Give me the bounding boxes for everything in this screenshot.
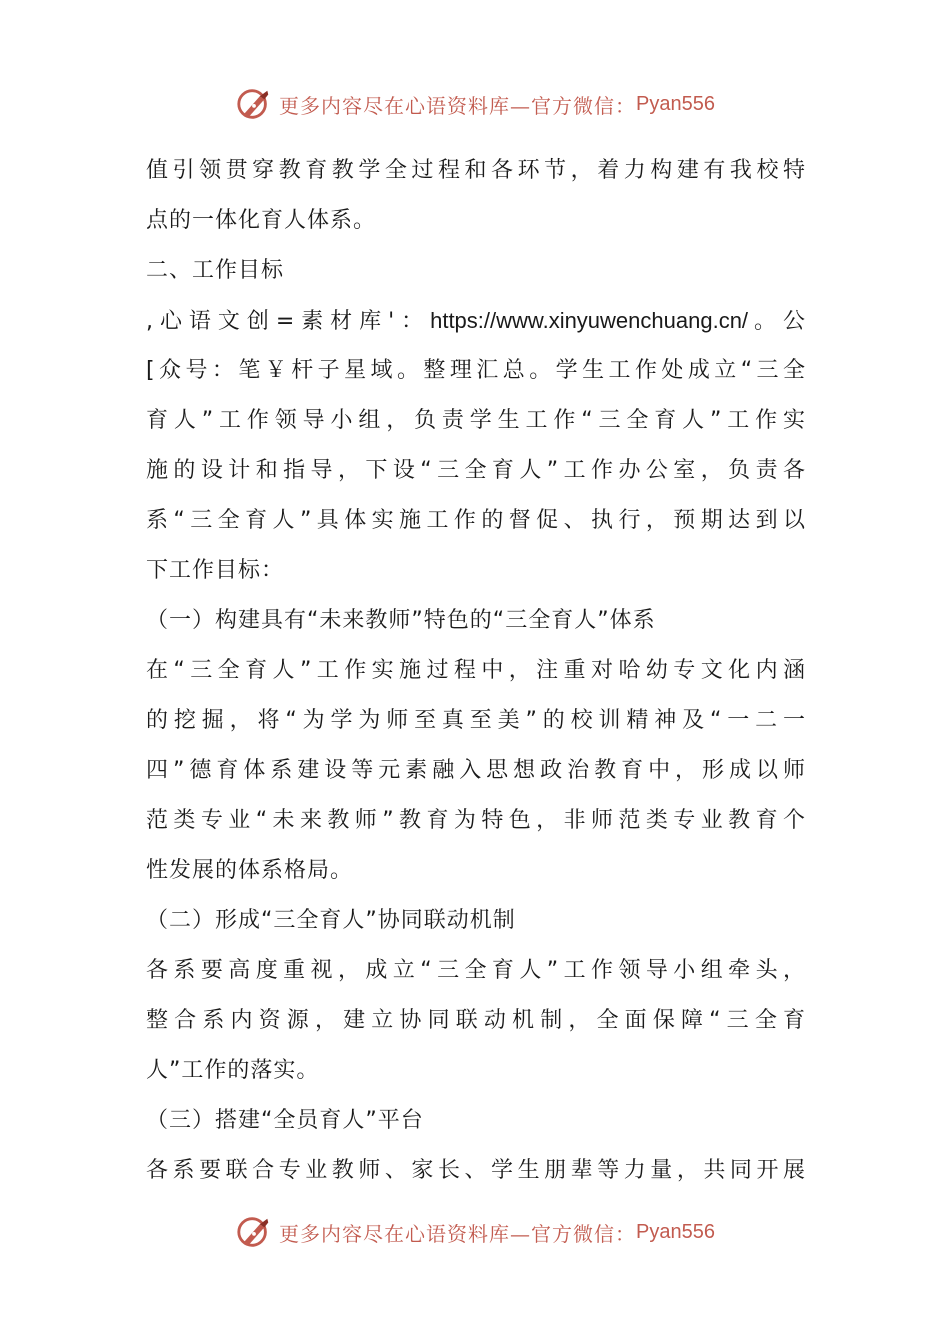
paragraph-line-with-url xyxy=(146,296,806,346)
paragraph-line: 各系要联合专业教师、家长、学生朋辈等力量，共同开展 xyxy=(146,1158,806,1183)
paragraph-line: 在“三全育人”工作实施过程中，注重对哈幼专文化内涵 xyxy=(146,658,806,683)
header-banner xyxy=(0,84,950,124)
paragraph-line: 值引领贯穿教育教学全过程和各环节，着力构建有我校特 xyxy=(146,158,806,183)
document-body xyxy=(146,146,806,1196)
paragraph-line: 各系要高度重视，成立“三全育人”工作领导小组牵头， xyxy=(146,958,806,983)
subsection-heading: （三）搭建“全员育人”平台 xyxy=(146,1108,424,1133)
website-url: https://www.xinyuwenchuang.cn/ xyxy=(430,308,749,333)
footer-banner-wechat-id: Pyan556 xyxy=(636,1220,715,1243)
paragraph-line: 下工作目标： xyxy=(146,558,285,583)
paragraph-line: 施的设计和指导，下设“三全育人”工作办公室，负责各 xyxy=(146,458,806,483)
footer-banner-text: 更多内容尽在心语资料库—官方微信： xyxy=(279,1221,637,1246)
paragraph-line: 四”德育体系建设等元素融入思想政治教育中，形成以师 xyxy=(146,758,806,783)
url-suffix: 。公 xyxy=(748,309,806,334)
header-banner-text: 更多内容尽在心语资料库—官方微信： xyxy=(279,93,637,118)
paragraph-line: 系“三全育人”具体实施工作的督促、执行，预期达到以 xyxy=(146,508,806,533)
pen-nib-logo-icon xyxy=(235,1213,273,1251)
section-heading: 二、工作目标 xyxy=(146,258,285,283)
subsection-heading: （二）形成“三全育人”协同联动机制 xyxy=(146,908,516,933)
paragraph-line: [众号：笔￥杆子星域。整理汇总。学生工作处成立“三全 xyxy=(146,358,806,383)
paragraph-line: 人”工作的落实。 xyxy=(146,1058,320,1083)
paragraph-line: 育人”工作领导小组，负责学生工作“三全育人”工作实 xyxy=(146,408,806,433)
paragraph-line: 性发展的体系格局。 xyxy=(146,858,354,883)
pen-nib-logo-icon xyxy=(235,85,273,123)
footer-banner xyxy=(0,1212,950,1252)
header-banner-wechat-id: Pyan556 xyxy=(636,92,715,115)
paragraph-line: 的挖掘，将“为学为师至真至美”的校训精神及“一二一 xyxy=(146,708,806,733)
paragraph-line: 范类专业“未来教师”教育为特色，非师范类专业教育个 xyxy=(146,808,806,833)
watermark-text: ,心语文创=素材库'： xyxy=(146,309,431,334)
subsection-heading: （一）构建具有“未来教师”特色的“三全育人”体系 xyxy=(146,608,656,633)
paragraph-line: 整合系内资源，建立协同联动机制，全面保障“三全育 xyxy=(146,1008,806,1033)
paragraph-line: 点的一体化育人体系。 xyxy=(146,208,377,233)
